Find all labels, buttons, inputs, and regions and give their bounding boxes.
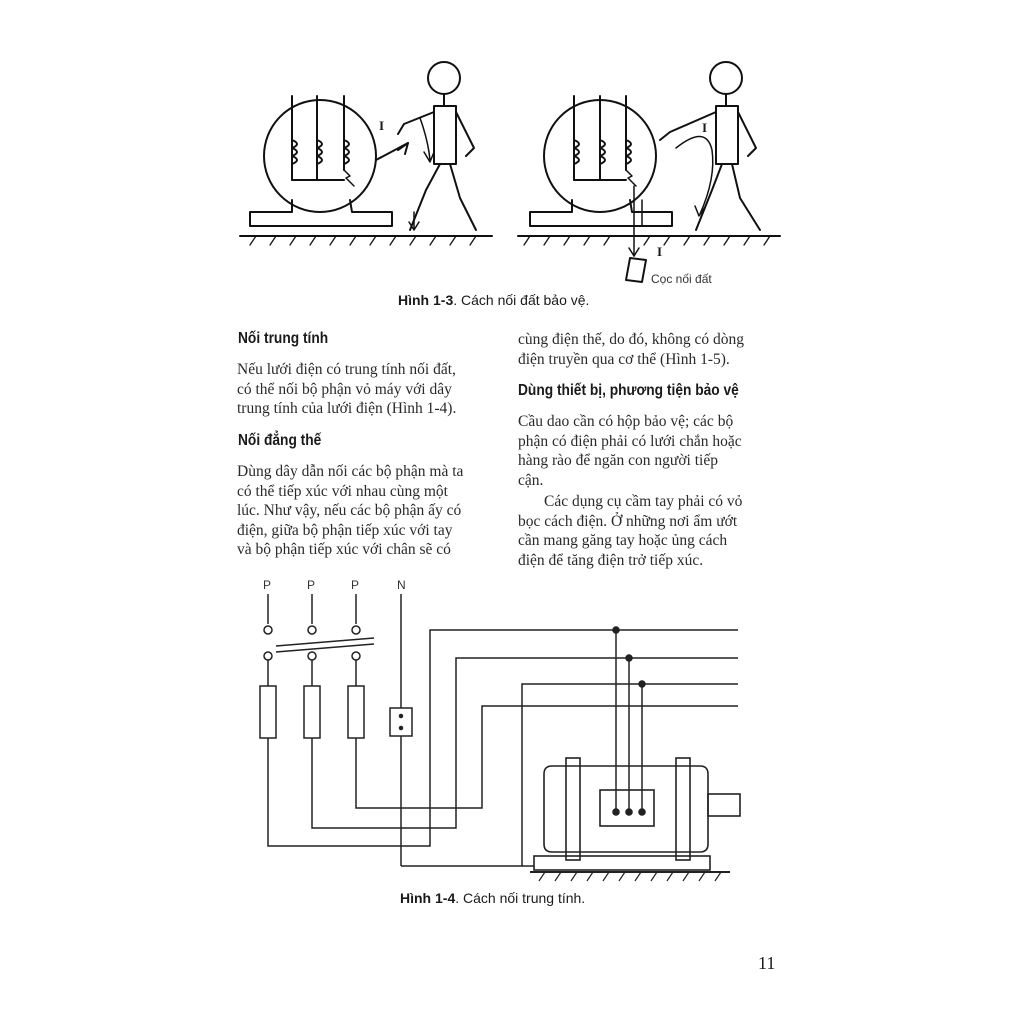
text-line: điện để tăng điện trở tiếp xúc. <box>518 551 704 569</box>
heading-protective: Dùng thiết bị, phương tiện bảo vệ <box>518 382 739 399</box>
terminal-label-p2: P <box>307 578 316 592</box>
text-line: Các dụng cụ cầm tay phải có vỏ <box>544 493 743 510</box>
neutral-terminal <box>390 708 412 736</box>
terminal-label-p1: P <box>263 578 272 592</box>
text-line: hàng rào để ngăn con người tiếp <box>518 452 718 469</box>
current-label-ground: I <box>657 244 663 259</box>
text-line: Cầu dao cần có hộp bảo vệ; các bộ <box>518 413 734 430</box>
terminal-label-n: N <box>397 578 406 592</box>
current-label-right: I <box>702 120 708 135</box>
current-label-left: I <box>379 118 385 133</box>
fuse-2 <box>304 686 320 738</box>
figure-1-3-caption-text: . Cách nối đất bảo vệ. <box>453 292 590 308</box>
fuse-3 <box>348 686 364 738</box>
heading-equipotential: Nối đẳng thế <box>238 432 322 449</box>
text-line: và bộ phận tiếp xúc với chân sẽ có <box>237 541 451 558</box>
text-line: trung tính của lưới điện (Hình 1-4). <box>237 400 457 417</box>
text-line: bọc cách điện. Ở những nơi ẩm ướt <box>518 512 738 530</box>
figure-1-4-caption <box>400 890 585 906</box>
figure-1-3-caption-number: Hình 1-3 <box>398 292 454 308</box>
text-line: cần mang găng tay hoặc ủng cách <box>518 532 728 549</box>
text-line: điện truyền qua cơ thể (Hình 1-5). <box>518 350 730 368</box>
motor <box>534 758 740 870</box>
supply-terminals <box>264 594 374 686</box>
text-line: phận có điện phải có lưới chắn hoặc <box>518 432 742 450</box>
fuse-1 <box>260 686 276 738</box>
page-number: 11 <box>758 953 776 973</box>
figure-1-4-caption-text: . Cách nối trung tính. <box>455 890 586 906</box>
ground-rod-label: Cọc nối đất <box>651 272 712 286</box>
text-line: Dùng dây dẫn nối các bộ phận mà ta <box>237 463 464 480</box>
heading-neutral: Nối trung tính <box>238 330 329 347</box>
text-line: lúc. Như vậy, nếu các bộ phận ấy có <box>237 502 462 519</box>
terminal-label-p3: P <box>351 578 360 592</box>
text-line: điện, giữa bộ phận tiếp xúc với tay <box>237 521 453 539</box>
text-line: có thể tiếp xúc với nhau cùng một <box>237 482 448 500</box>
text-line: Nếu lưới điện có trung tính nối đất, <box>237 361 456 378</box>
figure-1-4-caption-number: Hình 1-4 <box>400 890 456 906</box>
text-line: cận. <box>518 471 544 489</box>
text-line: có thể nối bộ phận vỏ máy với dây <box>237 380 452 398</box>
text-line: cùng điện thế, do đó, không có dòng <box>518 331 745 348</box>
